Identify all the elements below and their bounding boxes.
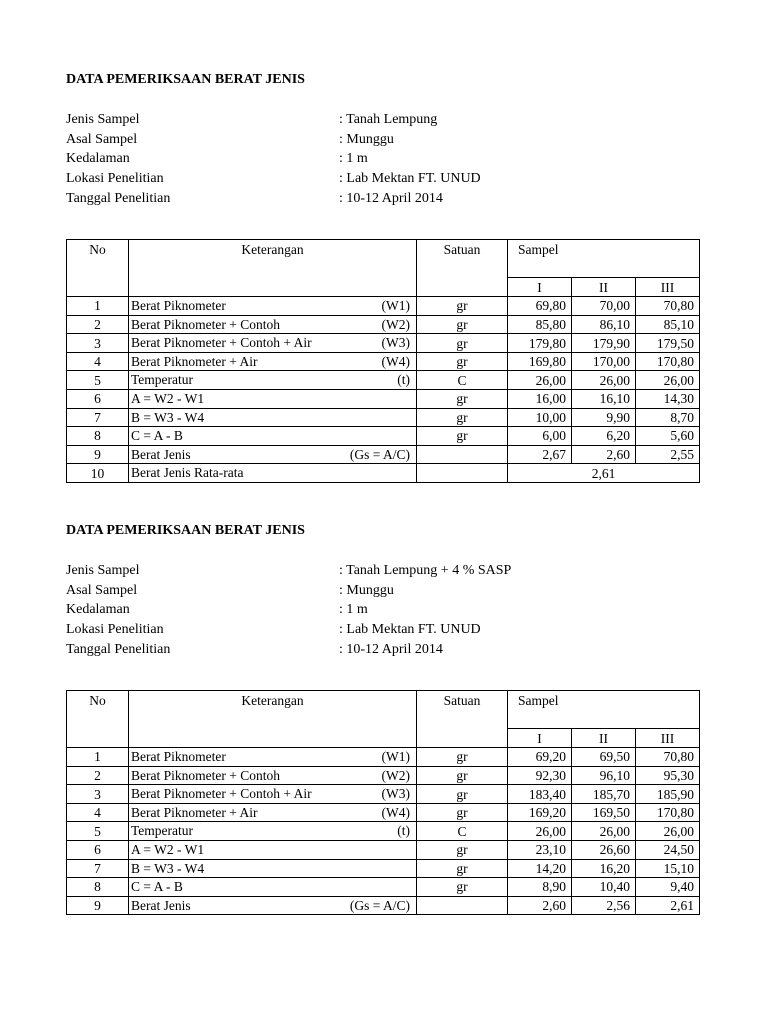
table-row xyxy=(67,841,700,860)
row-value-2: 2,56 xyxy=(572,896,636,915)
header-row xyxy=(67,691,700,729)
keterangan-symbol: (Gs = A/C) xyxy=(349,446,410,462)
keterangan-text: Berat Piknometer + Contoh + Air xyxy=(131,786,312,802)
info-row-lokasi-penelitian xyxy=(66,169,699,189)
row-value-3: 85,10 xyxy=(636,315,700,334)
keterangan-text: Berat Piknometer xyxy=(131,749,226,765)
row-satuan: gr xyxy=(417,352,508,371)
row-no: 1 xyxy=(67,748,129,767)
table-row xyxy=(67,785,700,804)
row-no: 6 xyxy=(67,841,129,860)
row-satuan: gr xyxy=(417,748,508,767)
info-label: Asal Sampel xyxy=(66,582,138,598)
row-value-2: 69,50 xyxy=(572,748,636,767)
row-keterangan xyxy=(129,408,417,427)
row-value-2: 10,40 xyxy=(572,878,636,897)
row-value-3: 185,90 xyxy=(636,785,700,804)
table-row xyxy=(67,803,700,822)
info-label: Jenis Sampel xyxy=(66,563,140,578)
row-value-2: 179,90 xyxy=(572,334,636,353)
table-row xyxy=(67,878,700,897)
row-satuan: gr xyxy=(417,859,508,878)
row-value-1: 169,80 xyxy=(508,352,572,371)
row-value-2: 2,60 xyxy=(572,445,636,464)
row-satuan: gr xyxy=(417,785,508,804)
row-value-2: 16,20 xyxy=(572,859,636,878)
info-row-lokasi-penelitian xyxy=(66,620,699,640)
row-satuan: gr xyxy=(417,315,508,334)
row-value-3: 26,00 xyxy=(636,822,700,841)
keterangan-text: Temperatur xyxy=(131,823,194,839)
section-title: DATA PEMERIKSAAN BERAT JENIS xyxy=(66,72,305,87)
keterangan-text: C = A - B xyxy=(131,428,183,444)
sample-info xyxy=(66,110,699,208)
info-row-tanggal-penelitian xyxy=(66,640,699,660)
info-row-kedalaman xyxy=(66,149,699,169)
table-row xyxy=(67,352,700,371)
row-satuan: C xyxy=(417,371,508,390)
row-satuan: gr xyxy=(417,297,508,316)
row-value-3: 26,00 xyxy=(636,371,700,390)
row-value-1: 16,00 xyxy=(508,390,572,409)
row-value-1: 69,80 xyxy=(508,297,572,316)
row-keterangan xyxy=(129,803,417,822)
row-satuan xyxy=(417,464,508,483)
keterangan-text: Temperatur xyxy=(131,372,194,388)
row-no: 4 xyxy=(67,352,129,371)
row-value-1: 179,80 xyxy=(508,334,572,353)
table-row xyxy=(67,297,700,316)
row-value-1: 23,10 xyxy=(508,841,572,860)
row-keterangan xyxy=(129,445,417,464)
table-row xyxy=(67,822,700,841)
row-satuan: gr xyxy=(417,803,508,822)
row-value-2: 26,60 xyxy=(572,841,636,860)
info-label: Kedalaman xyxy=(66,151,130,167)
row-value-3: 70,80 xyxy=(636,748,700,767)
row-satuan xyxy=(417,445,508,464)
header-sample-III: III xyxy=(636,729,700,748)
row-no: 8 xyxy=(67,427,129,446)
row-value-1: 26,00 xyxy=(508,371,572,390)
table-row xyxy=(67,427,700,446)
info-value: : Munggu xyxy=(339,131,394,147)
row-value-3: 95,30 xyxy=(636,766,700,785)
info-value: : 1 m xyxy=(339,151,368,167)
row-value-3: 9,40 xyxy=(636,878,700,897)
row-keterangan xyxy=(129,390,417,409)
row-value-1: 183,40 xyxy=(508,785,572,804)
row-no: 1 xyxy=(67,297,129,316)
header-keterangan: Keterangan xyxy=(129,240,417,297)
row-value-3: 24,50 xyxy=(636,841,700,860)
keterangan-symbol: (t) xyxy=(397,372,410,388)
info-value: : Lab Mektan FT. UNUD xyxy=(339,622,481,638)
header-sample-II: II xyxy=(572,278,636,297)
row-keterangan xyxy=(129,896,417,915)
table-row xyxy=(67,464,700,483)
row-keterangan xyxy=(129,785,417,804)
table-row xyxy=(67,408,700,427)
keterangan-text: Berat Piknometer xyxy=(131,298,226,314)
row-value-1: 2,60 xyxy=(508,896,572,915)
row-keterangan xyxy=(129,878,417,897)
row-value-2: 9,90 xyxy=(572,408,636,427)
row-value-1: 26,00 xyxy=(508,822,572,841)
table-row xyxy=(67,748,700,767)
keterangan-text: Berat Piknometer + Contoh xyxy=(131,767,280,783)
info-label: Lokasi Penelitian xyxy=(66,622,164,638)
info-label: Tanggal Penelitian xyxy=(66,641,171,657)
header-no: No xyxy=(67,240,129,297)
row-no: 2 xyxy=(67,315,129,334)
info-label: Jenis Sampel xyxy=(66,112,140,127)
row-no: 3 xyxy=(67,785,129,804)
row-keterangan xyxy=(129,766,417,785)
row-value-1: 69,20 xyxy=(508,748,572,767)
row-keterangan xyxy=(129,464,417,483)
row-value-1: 85,80 xyxy=(508,315,572,334)
info-label: Tanggal Penelitian xyxy=(66,190,171,206)
row-satuan: gr xyxy=(417,427,508,446)
keterangan-symbol: (W3) xyxy=(381,335,410,351)
row-satuan: gr xyxy=(417,408,508,427)
keterangan-symbol: (Gs = A/C) xyxy=(349,897,410,913)
keterangan-text: A = W2 - W1 xyxy=(131,391,205,406)
info-label: Lokasi Penelitian xyxy=(66,171,164,187)
keterangan-symbol: (W1) xyxy=(381,749,410,765)
row-no: 2 xyxy=(67,766,129,785)
info-label: Asal Sampel xyxy=(66,131,138,147)
row-value-3: 170,80 xyxy=(636,352,700,371)
table-row xyxy=(67,315,700,334)
row-value-1: 14,20 xyxy=(508,859,572,878)
sample-info xyxy=(66,561,699,659)
row-value-2: 185,70 xyxy=(572,785,636,804)
row-value-2: 170,00 xyxy=(572,352,636,371)
info-value: : 10-12 April 2014 xyxy=(339,190,443,206)
keterangan-symbol: (W4) xyxy=(381,353,410,369)
keterangan-symbol: (t) xyxy=(397,823,410,839)
row-satuan: C xyxy=(417,822,508,841)
row-value-3: 14,30 xyxy=(636,390,700,409)
row-satuan: gr xyxy=(417,878,508,897)
table-row xyxy=(67,334,700,353)
row-value-3: 15,10 xyxy=(636,859,700,878)
info-value: : Tanah Lempung + 4 % SASP xyxy=(339,563,512,578)
row-no: 5 xyxy=(67,822,129,841)
info-value: : Munggu xyxy=(339,582,394,598)
section-title: DATA PEMERIKSAAN BERAT JENIS xyxy=(66,523,305,538)
header-satuan: Satuan xyxy=(417,240,508,297)
row-keterangan xyxy=(129,297,417,316)
table-row xyxy=(67,896,700,915)
keterangan-symbol: (W1) xyxy=(381,298,410,314)
row-keterangan xyxy=(129,841,417,860)
row-keterangan xyxy=(129,427,417,446)
keterangan-text: B = W3 - W4 xyxy=(131,409,205,425)
row-value-3: 170,80 xyxy=(636,803,700,822)
row-value-3: 8,70 xyxy=(636,408,700,427)
table-row xyxy=(67,371,700,390)
row-value-2: 86,10 xyxy=(572,315,636,334)
row-keterangan xyxy=(129,859,417,878)
header-sample-II: II xyxy=(572,729,636,748)
row-no: 7 xyxy=(67,408,129,427)
row-keterangan xyxy=(129,371,417,390)
row-satuan: gr xyxy=(417,766,508,785)
row-satuan: gr xyxy=(417,390,508,409)
row-value-2: 6,20 xyxy=(572,427,636,446)
row-value-1: 92,30 xyxy=(508,766,572,785)
header-sample-I: I xyxy=(508,729,572,748)
berat-jenis-table xyxy=(66,239,700,483)
header-sampel: Sampel xyxy=(508,691,700,729)
row-keterangan xyxy=(129,822,417,841)
info-value: : Lab Mektan FT. UNUD xyxy=(339,171,481,187)
info-value: : 10-12 April 2014 xyxy=(339,641,443,657)
row-value-2: 70,00 xyxy=(572,297,636,316)
keterangan-text: Berat Piknometer + Contoh + Air xyxy=(131,335,312,351)
row-satuan xyxy=(417,896,508,915)
keterangan-text: Berat Piknometer + Air xyxy=(131,353,258,369)
info-row-jenis-sampel xyxy=(66,110,699,130)
header-sample-I: I xyxy=(508,278,572,297)
row-no: 7 xyxy=(67,859,129,878)
info-row-jenis-sampel xyxy=(66,561,699,581)
keterangan-text: A = W2 - W1 xyxy=(131,842,205,857)
row-keterangan xyxy=(129,352,417,371)
row-satuan: gr xyxy=(417,334,508,353)
table-row xyxy=(67,390,700,409)
row-value-3: 2,61 xyxy=(636,896,700,915)
row-keterangan xyxy=(129,315,417,334)
row-value-2: 16,10 xyxy=(572,390,636,409)
info-value: : Tanah Lempung xyxy=(339,112,438,127)
row-no: 8 xyxy=(67,878,129,897)
row-no: 3 xyxy=(67,334,129,353)
section-2 xyxy=(66,522,699,915)
section-1 xyxy=(66,71,699,483)
berat-jenis-table xyxy=(66,690,700,915)
row-value-2: 169,50 xyxy=(572,803,636,822)
row-satuan: gr xyxy=(417,841,508,860)
info-value: : 1 m xyxy=(339,602,368,618)
info-row-asal-sampel xyxy=(66,130,699,150)
row-value-1: 2,67 xyxy=(508,445,572,464)
header-keterangan: Keterangan xyxy=(129,691,417,748)
row-no: 5 xyxy=(67,371,129,390)
row-value-3: 2,55 xyxy=(636,445,700,464)
header-sample-III: III xyxy=(636,278,700,297)
row-value-2: 26,00 xyxy=(572,371,636,390)
row-value-3: 5,60 xyxy=(636,427,700,446)
keterangan-text: Berat Piknometer + Contoh xyxy=(131,316,280,332)
table-row xyxy=(67,859,700,878)
header-no: No xyxy=(67,691,129,748)
row-value-3: 179,50 xyxy=(636,334,700,353)
info-label: Kedalaman xyxy=(66,602,130,618)
row-value-2: 26,00 xyxy=(572,822,636,841)
row-no: 4 xyxy=(67,803,129,822)
row-no: 9 xyxy=(67,896,129,915)
row-value-1: 6,00 xyxy=(508,427,572,446)
row-value-1: 169,20 xyxy=(508,803,572,822)
row-no: 10 xyxy=(67,464,129,483)
keterangan-text: Berat Piknometer + Air xyxy=(131,804,258,820)
header-row xyxy=(67,240,700,278)
row-average: 2,61 xyxy=(508,464,700,483)
row-no: 9 xyxy=(67,445,129,464)
keterangan-symbol: (W4) xyxy=(381,804,410,820)
keterangan-symbol: (W3) xyxy=(381,786,410,802)
table-row xyxy=(67,445,700,464)
info-row-tanggal-penelitian xyxy=(66,189,699,209)
header-satuan: Satuan xyxy=(417,691,508,748)
row-keterangan xyxy=(129,748,417,767)
row-value-3: 70,80 xyxy=(636,297,700,316)
keterangan-text: Berat Jenis xyxy=(131,446,191,462)
info-row-asal-sampel xyxy=(66,581,699,601)
keterangan-symbol: (W2) xyxy=(381,316,410,332)
table-row xyxy=(67,766,700,785)
row-keterangan xyxy=(129,334,417,353)
header-sampel: Sampel xyxy=(508,240,700,278)
keterangan-text: Berat Jenis Rata-rata xyxy=(131,465,244,481)
keterangan-text: C = A - B xyxy=(131,879,183,895)
row-value-2: 96,10 xyxy=(572,766,636,785)
keterangan-text: Berat Jenis xyxy=(131,897,191,913)
row-no: 6 xyxy=(67,390,129,409)
row-value-1: 10,00 xyxy=(508,408,572,427)
keterangan-symbol: (W2) xyxy=(381,767,410,783)
row-value-1: 8,90 xyxy=(508,878,572,897)
keterangan-text: B = W3 - W4 xyxy=(131,860,205,876)
info-row-kedalaman xyxy=(66,600,699,620)
